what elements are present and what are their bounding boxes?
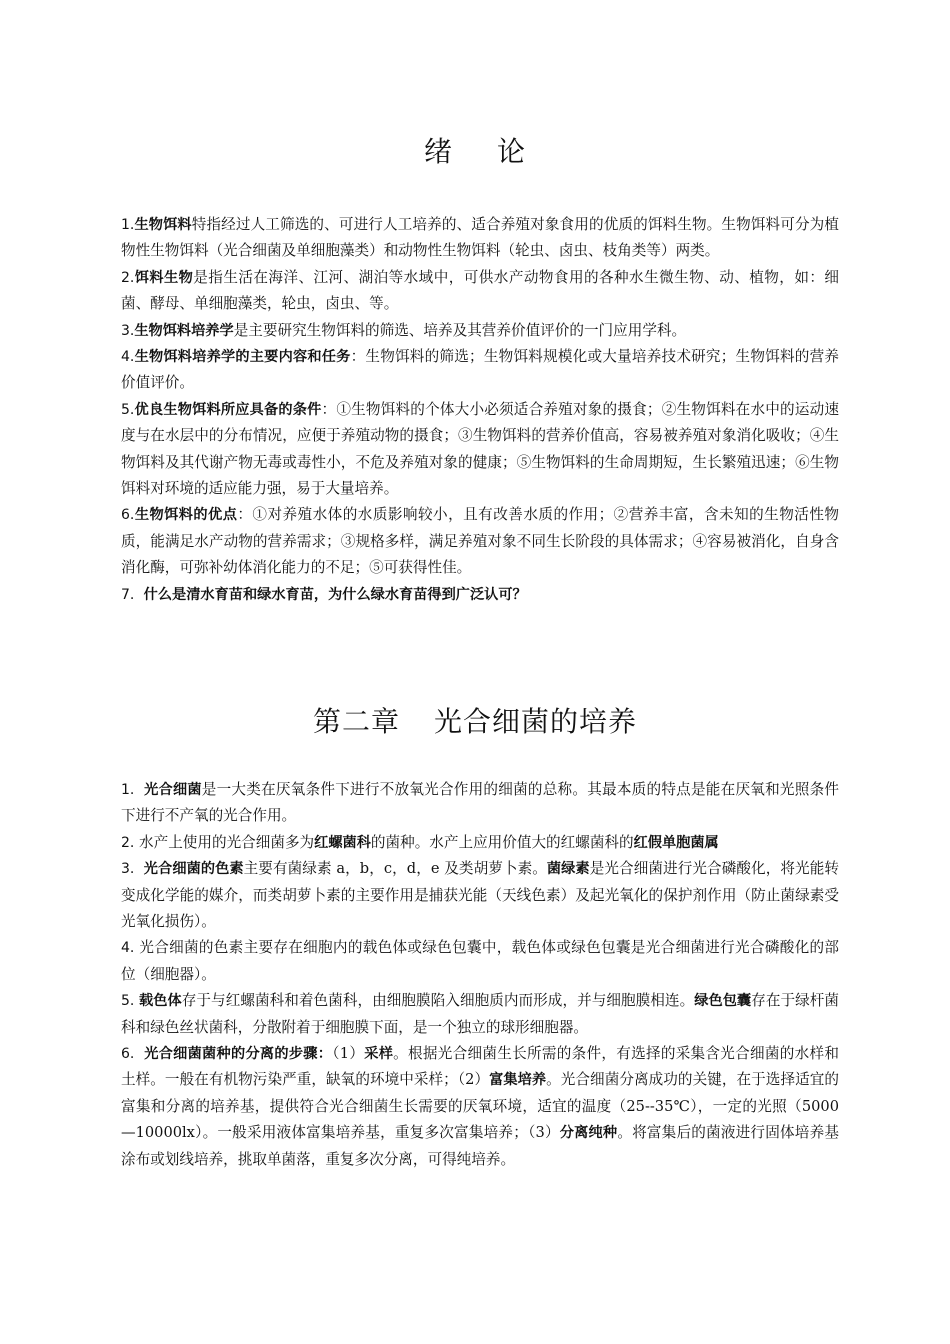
intro-item: 3.生物饵料培养学是主要研究生物饵料的筛选、培养及其营养价值评价的一门应用学科。 bbox=[121, 321, 687, 339]
intro-item: 1.生物饵料特指经过人工筛选的、可进行人工培养的、适合养殖对象食用的优质的饵料生物。生物饵料可分为植物性生物饵料（光合细菌及单细胞藻类）和动物性生物饵料（轮虫、卤虫、枝角类等）两类。 bbox=[121, 216, 839, 260]
chapter2-title-part2: 光合细菌的培养 bbox=[434, 705, 638, 738]
chapter2-item: 2. 水产上使用的光合细菌多为红螺菌科的菌种。水产上应用价值大的红螺菌科的红假单胞菌属 bbox=[121, 833, 719, 851]
intro-title-part2: 论 bbox=[497, 135, 527, 168]
chapter2-item: 3. 光合细菌的色素主要有菌绿素 a，b，c，d，e 及类胡萝卜素。菌绿素是光合细菌进行光合磷酸化，将光能转变成化学能的媒介，而类胡萝卜素的主要作用是捕获光能（天线色素）及起光氧化的保护剂作用（防止菌绿素受光氧化损伤）。 bbox=[121, 860, 839, 931]
chapter2-title bbox=[0, 700, 950, 740]
intro-item: 5.优良生物饵料所应具备的条件：①生物饵料的个体大小必须适合养殖对象的摄食；②生物饵料在水中的运动速度与在水层中的分布情况，应便于养殖动物的摄食；③生物饵料的营养价值高，容易被养殖对象消化吸收；④生物饵料及其代谢产物无毒或毒性小，不危及养殖对象的健康；⑤生物饵料的生命周期短，生长繁殖迅速；⑥生物饵料对环境的适应能力强，易于大量培养。 bbox=[121, 400, 839, 498]
chapter2-title-part1: 第二章 bbox=[312, 705, 400, 738]
intro-title-part1: 绪 bbox=[423, 135, 453, 168]
intro-section bbox=[121, 212, 839, 608]
intro-item: 7. 什么是清水育苗和绿水育苗，为什么绿水育苗得到广泛认可？ bbox=[121, 586, 527, 603]
intro-item: 2.饵料生物是指生活在海洋、江河、湖泊等水域中，可供水产动物食用的各种水生微生物、动、植物，如：细菌、酵母、单细胞藻类，轮虫，卤虫、等。 bbox=[121, 268, 839, 313]
chapter2-item: 5. 载色体存于与红螺菌科和着色菌科，由细胞膜陷入细胞质内而形成，并与细胞膜相连。绿色包囊存在于绿杆菌科和绿色丝状菌科，分散附着于细胞膜下面，是一个独立的球形细胞器。 bbox=[121, 992, 839, 1036]
chapter2-item: 6. 光合细菌菌种的分离的步骤：（1）采样。根据光合细菌生长所需的条件，有选择的采集含光合细菌的水样和土样。一般在有机物污染严重，缺氧的环境中采样；（2）富集培养。光合细菌分离成功的关键，在于选择适宜的富集和分离的培养基，提供符合光合细菌生长需要的厌氧环境，适宜的温度（25--35℃），一定的光照（5000—10000lx）。一般采用液体富集培养基，重复多次富集培养；（3）分离纯种。将富集后的菌液进行固体培养基涂布或划线培养，挑取单菌落，重复多次分离，可得纯培养。 bbox=[121, 1045, 839, 1168]
chapter2-section bbox=[121, 777, 839, 1173]
chapter2-item: 4. 光合细菌的色素主要存在细胞内的载色体或绿色包囊中，载色体或绿色包囊是光合细菌进行光合磷酸化的部位（细胞器）。 bbox=[121, 939, 840, 983]
intro-item: 6.生物饵料的优点：①对养殖水体的水质影响较小，且有改善水质的作用；②营养丰富，含未知的生物活性物质，能满足水产动物的营养需求；③规格多样，满足养殖对象不同生长阶段的具体需求；④容易被消化，自身含消化酶，可弥补幼体消化能力的不足；⑤可获得性佳。 bbox=[121, 506, 839, 577]
chapter2-item: 1. 光合细菌是一大类在厌氧条件下进行不放氧光合作用的细菌的总称。其最本质的特点是能在厌氧和光照条件下进行不产氧的光合作用。 bbox=[121, 781, 839, 825]
intro-title bbox=[0, 130, 950, 170]
intro-item: 4.生物饵料培养学的主要内容和任务：生物饵料的筛选；生物饵料规模化或大量培养技术研究；生物饵料的营养价值评价。 bbox=[121, 348, 839, 392]
